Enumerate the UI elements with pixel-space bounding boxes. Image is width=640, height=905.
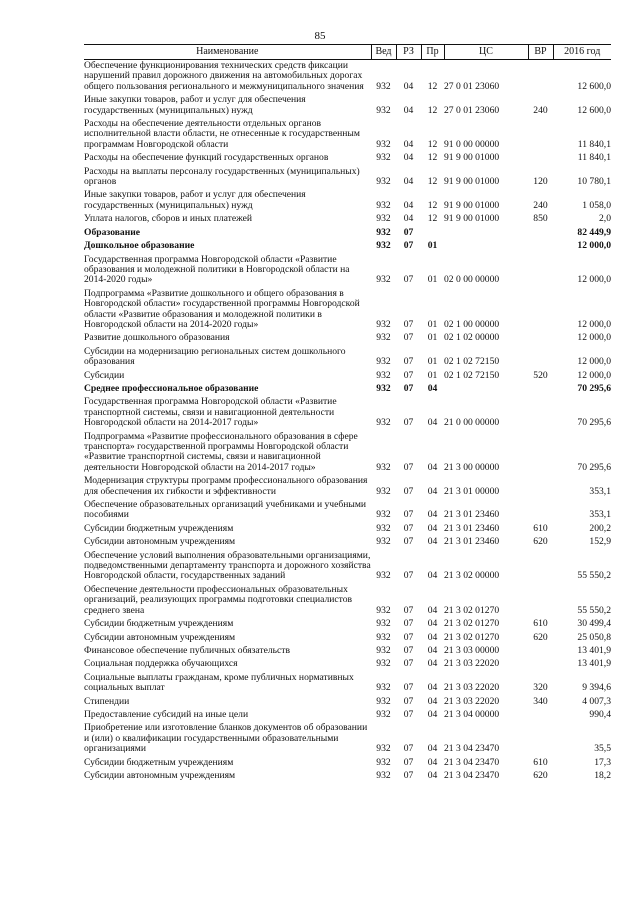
cell-amount: 82 449,9 — [577, 226, 611, 238]
cell-amount: 17,3 — [594, 756, 611, 768]
cell-rz: 07 — [403, 369, 414, 381]
cell-ved: 932 — [376, 417, 391, 429]
cell-name: Субсидии — [84, 369, 125, 381]
cell-amount: 70 295,6 — [577, 461, 611, 473]
table-row — [84, 645, 611, 658]
cell-name: Иные закупки товаров, работ и услуг для обеспечения государственных (муниципальных) нужд — [84, 94, 306, 116]
cell-name: Социальные выплаты гражданам, кроме публичных нормативных социальных выплат — [84, 671, 354, 694]
cell-amount: 70 295,6 — [577, 382, 611, 394]
cell-rz: 07 — [403, 382, 414, 394]
cell-cs: 21 3 02 01270 — [444, 631, 500, 643]
cell-rz: 07 — [403, 631, 414, 643]
cell-rz: 07 — [403, 769, 414, 781]
table-row — [84, 332, 611, 345]
cell-amount: 152,9 — [589, 536, 611, 548]
cell-pr: 12 — [427, 152, 438, 164]
cell-cs: 02 1 02 00000 — [444, 332, 500, 344]
cell-ved: 932 — [376, 80, 391, 92]
cell-cs: 27 0 01 23060 — [444, 104, 500, 116]
cell-pr: 01 — [427, 274, 438, 286]
cell-ved: 932 — [376, 743, 391, 755]
cell-vr — [528, 254, 553, 288]
cell-cs: 02 0 00 00000 — [444, 274, 500, 286]
header-amount: 2016 год — [553, 45, 611, 60]
cell-cs: 02 1 00 00000 — [444, 318, 500, 330]
cell-rz: 04 — [403, 152, 414, 164]
cell-pr: 04 — [427, 682, 438, 694]
cell-vr — [528, 431, 553, 476]
cell-rz: 04 — [403, 80, 414, 92]
cell-ved: 932 — [376, 536, 391, 548]
cell-ved: 932 — [376, 695, 391, 707]
table-row — [84, 523, 611, 536]
header-name: Наименование — [84, 45, 371, 60]
cell-name: Иные закупки товаров, работ и услуг для обеспечения государственных (муниципальных) нужд — [84, 189, 306, 211]
cell-cs: 21 3 01 23460 — [444, 522, 500, 534]
table-row — [84, 166, 611, 190]
table-row — [84, 658, 611, 671]
cell-rz: 04 — [403, 213, 414, 225]
cell-cs: 21 3 03 00000 — [444, 644, 500, 656]
cell-ved: 932 — [376, 618, 391, 630]
cell-cs — [444, 383, 528, 396]
table-body — [84, 60, 611, 784]
cell-vr: 620 — [533, 631, 548, 643]
cell-vr — [528, 227, 553, 240]
cell-vr — [528, 288, 553, 333]
cell-pr: 04 — [427, 658, 438, 670]
cell-rz: 07 — [403, 756, 414, 768]
cell-cs: 21 3 00 00000 — [444, 461, 500, 473]
cell-vr — [528, 475, 553, 499]
table-row — [84, 770, 611, 783]
cell-ved: 932 — [376, 522, 391, 534]
header-rz: РЗ — [396, 45, 421, 60]
table-row — [84, 709, 611, 722]
cell-amount: 353,1 — [589, 485, 611, 497]
cell-vr — [528, 584, 553, 618]
table-row — [84, 370, 611, 383]
cell-rz: 07 — [403, 226, 414, 238]
cell-rz: 07 — [403, 618, 414, 630]
cell-cs: 91 9 00 01000 — [444, 199, 500, 211]
table-row — [84, 288, 611, 333]
cell-pr: 12 — [427, 104, 438, 116]
cell-amount: 55 550,2 — [577, 604, 611, 616]
cell-vr: 610 — [533, 522, 548, 534]
cell-cs: 21 3 04 23470 — [444, 769, 500, 781]
cell-cs: 21 3 02 01270 — [444, 618, 500, 630]
cell-ved: 932 — [376, 509, 391, 521]
cell-amount: 12 000,0 — [577, 318, 611, 330]
cell-amount: 18,2 — [594, 769, 611, 781]
cell-rz: 07 — [403, 604, 414, 616]
cell-amount: 12 000,0 — [577, 369, 611, 381]
table-row — [84, 118, 611, 152]
cell-vr — [528, 152, 553, 165]
cell-name: Приобретение или изготовление бланков документов об образовании и (или) о квалификации государственными образовательными организациями — [84, 722, 368, 755]
cell-vr — [528, 722, 553, 756]
cell-vr — [528, 550, 553, 584]
cell-name: Подпрограмма «Развитие дошкольного и общего образования в Новгородской области» государственной программы Новгородской области «Развитие образования и молодежной политики в Новгородской области на 2014-2020 годы» — [84, 287, 360, 330]
cell-pr: 04 — [427, 695, 438, 707]
cell-cs: 91 9 00 01000 — [444, 213, 500, 225]
cell-rz: 07 — [403, 240, 414, 252]
table-row — [84, 475, 611, 499]
cell-name: Субсидии автономным учреждениям — [84, 631, 236, 643]
cell-amount: 70 295,6 — [577, 417, 611, 429]
cell-name: Обеспечение образовательных организаций учебниками и учебными пособиями — [84, 499, 367, 521]
cell-amount: 12 600,0 — [577, 80, 611, 92]
cell-amount: 11 840,1 — [577, 152, 611, 164]
cell-pr: 01 — [427, 318, 438, 330]
cell-name: Модернизация структуры программ профессионального образования для обеспечения их гибкости и эффективности — [84, 475, 368, 497]
cell-pr: 04 — [427, 522, 438, 534]
cell-rz: 07 — [403, 509, 414, 521]
cell-ved: 932 — [376, 682, 391, 694]
table-row — [84, 632, 611, 645]
cell-pr: 04 — [427, 570, 438, 582]
cell-ved: 932 — [376, 240, 391, 252]
cell-vr — [528, 396, 553, 430]
cell-pr: 04 — [427, 417, 438, 429]
cell-amount: 200,2 — [589, 522, 611, 534]
cell-pr: 04 — [427, 485, 438, 497]
table-row — [84, 550, 611, 584]
cell-rz: 07 — [403, 461, 414, 473]
cell-vr: 610 — [533, 756, 548, 768]
cell-pr: 01 — [427, 356, 438, 368]
cell-name: Образование — [84, 226, 141, 238]
cell-ved: 932 — [376, 369, 391, 381]
cell-pr: 04 — [427, 644, 438, 656]
cell-cs: 91 0 00 00000 — [444, 138, 500, 150]
cell-ved: 932 — [376, 199, 391, 211]
cell-name: Субсидии на модернизацию региональных систем дошкольного образования — [84, 345, 346, 368]
cell-pr: 04 — [427, 536, 438, 548]
cell-amount: 11 840,1 — [577, 138, 611, 150]
cell-rz: 07 — [403, 417, 414, 429]
cell-cs — [444, 227, 528, 240]
cell-cs: 91 9 00 01000 — [444, 152, 500, 164]
cell-amount: 13 401,9 — [577, 658, 611, 670]
cell-amount: 9 394,6 — [582, 682, 611, 694]
cell-pr: 04 — [427, 631, 438, 643]
page-number: 85 — [314, 30, 326, 42]
cell-ved: 932 — [376, 708, 391, 720]
cell-vr: 620 — [533, 536, 548, 548]
table-row — [84, 383, 611, 396]
cell-vr — [528, 240, 553, 253]
cell-cs — [444, 240, 528, 253]
cell-cs: 21 3 01 23460 — [444, 536, 500, 548]
cell-pr: 04 — [427, 756, 438, 768]
cell-rz: 07 — [403, 708, 414, 720]
cell-vr — [528, 118, 553, 152]
cell-ved: 932 — [376, 104, 391, 116]
cell-name: Субсидии бюджетным учреждениям — [84, 522, 234, 534]
cell-rz: 07 — [403, 356, 414, 368]
table-row — [84, 396, 611, 430]
cell-ved: 932 — [376, 226, 391, 238]
cell-vr — [528, 332, 553, 345]
cell-vr: 520 — [533, 369, 548, 381]
cell-vr: 240 — [533, 199, 548, 211]
cell-name: Среднее профессиональное образование — [84, 382, 259, 394]
table-row — [84, 94, 611, 118]
cell-amount: 35,5 — [594, 743, 611, 755]
cell-cs: 21 3 02 00000 — [444, 570, 500, 582]
cell-ved: 932 — [376, 485, 391, 497]
cell-rz: 07 — [403, 658, 414, 670]
cell-name: Финансовое обеспечение публичных обязательств — [84, 644, 291, 656]
cell-name: Расходы на обеспечение функций государственных органов — [84, 152, 329, 164]
cell-rz: 07 — [403, 318, 414, 330]
cell-name: Социальная поддержка обучающихся — [84, 658, 238, 670]
cell-amount: 12 600,0 — [577, 104, 611, 116]
cell-ved: 932 — [376, 274, 391, 286]
table-row — [84, 189, 611, 213]
cell-cs: 02 1 02 72150 — [444, 369, 500, 381]
table-row — [84, 227, 611, 240]
cell-ved: 932 — [376, 356, 391, 368]
table-header-row — [84, 45, 611, 60]
cell-ved: 932 — [376, 756, 391, 768]
cell-rz: 07 — [403, 570, 414, 582]
cell-name: Государственная программа Новгородской области «Развитие транспортной системы, связи и навигационной деятельности Новгородской области на 2014-2017 годы» — [84, 396, 337, 429]
cell-cs: 21 3 03 22020 — [444, 695, 500, 707]
table-row — [84, 60, 611, 95]
table-row — [84, 584, 611, 618]
cell-amount: 2,0 — [599, 213, 611, 225]
cell-rz: 07 — [403, 682, 414, 694]
cell-rz: 07 — [403, 274, 414, 286]
cell-pr: 04 — [427, 618, 438, 630]
cell-pr: 04 — [427, 382, 438, 394]
cell-vr: 610 — [533, 618, 548, 630]
cell-pr: 04 — [427, 509, 438, 521]
cell-vr — [528, 60, 553, 95]
cell-cs: 21 3 04 00000 — [444, 708, 500, 720]
cell-name: Обеспечение условий выполнения образовательными организациями, подведомственными департаменту транспорта и дорожного хозяйства Новгородской области, государственных заданий — [84, 549, 371, 582]
table-row — [84, 722, 611, 756]
cell-cs: 21 3 04 23470 — [444, 756, 500, 768]
table-row — [84, 240, 611, 253]
cell-name: Подпрограмма «Развитие профессионального образования в сфере транспорта» государственной программы Новгородской области «Развитие транспортной системы, связи и навигационной деятельности Новгородской области на 2014-2017 годы» — [84, 430, 358, 473]
cell-amount: 30 499,4 — [577, 618, 611, 630]
cell-name: Субсидии бюджетным учреждениям — [84, 618, 234, 630]
cell-pr: 04 — [427, 743, 438, 755]
cell-cs: 21 3 01 00000 — [444, 485, 500, 497]
cell-ved: 932 — [376, 769, 391, 781]
header-pr: Пр — [421, 45, 444, 60]
cell-name: Государственная программа Новгородской области «Развитие образования и молодежной политики в Новгородской области на 2014-2020 годы» — [84, 253, 350, 286]
cell-name: Предоставление субсидий на иные цели — [84, 708, 249, 720]
cell-amount: 10 780,1 — [577, 176, 611, 188]
cell-amount: 12 000,0 — [577, 274, 611, 286]
cell-amount: 13 401,9 — [577, 644, 611, 656]
cell-pr: 01 — [427, 332, 438, 344]
cell-cs: 02 1 02 72150 — [444, 356, 500, 368]
cell-rz: 07 — [403, 536, 414, 548]
table-row — [84, 757, 611, 770]
cell-name: Субсидии автономным учреждениям — [84, 769, 236, 781]
cell-ved: 932 — [376, 644, 391, 656]
cell-vr: 620 — [533, 769, 548, 781]
cell-ved: 932 — [376, 176, 391, 188]
cell-cs: 21 0 00 00000 — [444, 417, 500, 429]
cell-ved: 932 — [376, 152, 391, 164]
cell-ved: 932 — [376, 631, 391, 643]
cell-ved: 932 — [376, 138, 391, 150]
table-row — [84, 431, 611, 476]
cell-pr: 04 — [427, 461, 438, 473]
cell-ved: 932 — [376, 382, 391, 394]
cell-vr — [528, 658, 553, 671]
cell-amount: 4 007,3 — [582, 695, 611, 707]
cell-ved: 932 — [376, 213, 391, 225]
cell-cs: 21 3 04 23470 — [444, 743, 500, 755]
cell-ved: 932 — [376, 604, 391, 616]
cell-pr: 12 — [427, 176, 438, 188]
cell-pr — [421, 227, 444, 240]
cell-cs: 91 9 00 01000 — [444, 176, 500, 188]
cell-pr: 12 — [427, 213, 438, 225]
cell-rz: 07 — [403, 522, 414, 534]
table-row — [84, 618, 611, 631]
cell-vr: 120 — [533, 176, 548, 188]
cell-pr: 01 — [427, 369, 438, 381]
cell-rz: 04 — [403, 176, 414, 188]
cell-amount: 12 000,0 — [577, 240, 611, 252]
cell-cs: 21 3 01 23460 — [444, 509, 500, 521]
cell-rz: 07 — [403, 644, 414, 656]
cell-vr — [528, 709, 553, 722]
cell-pr: 04 — [427, 604, 438, 616]
cell-pr: 04 — [427, 708, 438, 720]
table-row — [84, 696, 611, 709]
cell-name: Расходы на обеспечение деятельности отдельных органов исполнительной власти области, не отнесенные к государственным программам Новгородской области — [84, 118, 360, 150]
cell-amount: 12 000,0 — [577, 332, 611, 344]
cell-pr: 12 — [427, 80, 438, 92]
budget-table — [84, 44, 611, 783]
header-vr: ВР — [528, 45, 553, 60]
table-row — [84, 213, 611, 226]
cell-amount: 12 000,0 — [577, 356, 611, 368]
cell-name: Обеспечение функционирования технических средств фиксации нарушений правил дорожного движения на автомобильных дорогах общего пользования регионального и межмуниципального значения — [84, 60, 364, 92]
cell-ved: 932 — [376, 570, 391, 582]
cell-vr: 340 — [533, 695, 548, 707]
cell-ved: 932 — [376, 318, 391, 330]
cell-rz: 07 — [403, 485, 414, 497]
cell-rz: 07 — [403, 743, 414, 755]
cell-cs: 21 3 03 22020 — [444, 682, 500, 694]
header-ved: Вед — [371, 45, 396, 60]
cell-vr — [528, 346, 553, 370]
table-row — [84, 672, 611, 696]
table-row — [84, 536, 611, 549]
cell-cs: 21 3 03 22020 — [444, 658, 500, 670]
cell-vr — [528, 383, 553, 396]
cell-cs: 21 3 02 01270 — [444, 604, 500, 616]
table-row — [84, 499, 611, 523]
cell-pr: 12 — [427, 138, 438, 150]
cell-name: Стипендии — [84, 695, 130, 707]
cell-name: Развитие дошкольного образования — [84, 332, 230, 344]
cell-amount: 990,4 — [589, 708, 611, 720]
cell-ved: 932 — [376, 461, 391, 473]
table-row — [84, 346, 611, 370]
cell-pr: 04 — [427, 769, 438, 781]
cell-ved: 932 — [376, 658, 391, 670]
cell-rz: 04 — [403, 199, 414, 211]
cell-name: Дошкольное образование — [84, 240, 195, 252]
cell-amount: 25 050,8 — [577, 631, 611, 643]
cell-vr — [528, 499, 553, 523]
cell-pr: 12 — [427, 199, 438, 211]
header-cs: ЦС — [444, 45, 528, 60]
cell-rz: 07 — [403, 695, 414, 707]
cell-amount: 1 058,0 — [582, 199, 611, 211]
table-row — [84, 254, 611, 288]
cell-name: Уплата налогов, сборов и иных платежей — [84, 213, 253, 225]
cell-name: Обеспечение деятельности профессиональных образовательных организаций, реализующих программы подготовки специалистов среднего звена — [84, 583, 353, 616]
cell-vr: 850 — [533, 213, 548, 225]
cell-ved: 932 — [376, 332, 391, 344]
cell-rz: 04 — [403, 138, 414, 150]
cell-vr: 320 — [533, 682, 548, 694]
cell-amount: 353,1 — [589, 509, 611, 521]
table-row — [84, 152, 611, 165]
cell-vr: 240 — [533, 104, 548, 116]
cell-name: Расходы на выплаты персоналу государственных (муниципальных) органов — [84, 165, 360, 188]
cell-rz: 04 — [403, 104, 414, 116]
cell-pr: 01 — [427, 240, 438, 252]
cell-rz: 07 — [403, 332, 414, 344]
cell-name: Субсидии бюджетным учреждениям — [84, 756, 234, 768]
cell-vr — [528, 645, 553, 658]
cell-name: Субсидии автономным учреждениям — [84, 536, 236, 548]
cell-cs: 27 0 01 23060 — [444, 80, 500, 92]
cell-amount: 55 550,2 — [577, 570, 611, 582]
